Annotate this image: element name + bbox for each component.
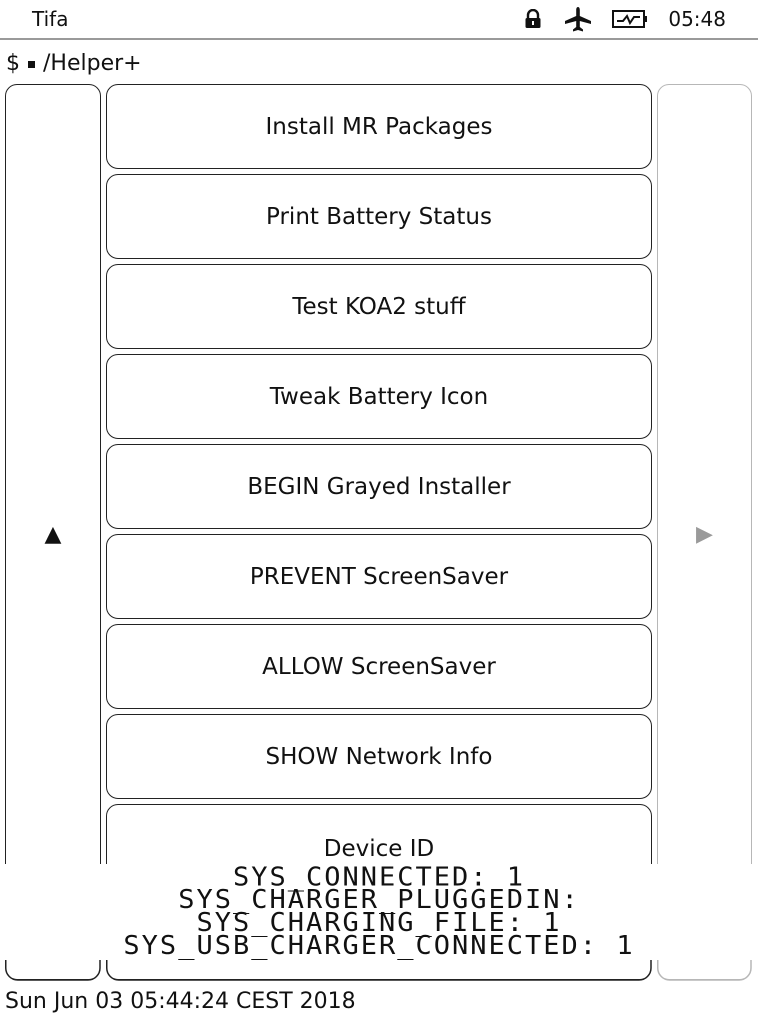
path-current: /Helper+	[43, 51, 142, 76]
menu-item-tweak-battery-icon[interactable]	[106, 354, 652, 439]
overlay-line: SYS_CHARGING_FILE: 1	[196, 908, 562, 938]
overlay-line: SYS_CONNECTED: 1	[232, 862, 526, 893]
path-prefix: $	[6, 51, 20, 76]
overlay-line: SYS_USB_CHARGER_CONNECTED: 1	[123, 931, 635, 961]
right-arrow-icon: ▶	[696, 522, 713, 547]
column-bottom-edges	[0, 960, 758, 984]
overlay-line: SYS_CHARGER_PLUGGEDIN:	[178, 885, 580, 915]
prev-page-button[interactable]	[5, 84, 101, 980]
status-bar	[0, 0, 758, 40]
path-breadcrumb	[6, 50, 142, 78]
next-page-button[interactable]	[657, 84, 752, 980]
status-icons	[524, 5, 726, 33]
menu-item-label: ALLOW ScreenSaver	[262, 653, 496, 680]
path-separator-icon	[28, 61, 35, 68]
menu-item-test-koa2-stuff[interactable]	[106, 264, 652, 349]
menu-item-begin-grayed-installer[interactable]	[106, 444, 652, 529]
menu-item-label: BEGIN Grayed Installer	[247, 473, 511, 500]
up-arrow-icon: ▲	[44, 522, 62, 547]
lock-icon	[524, 9, 542, 29]
overlay-text	[0, 862, 758, 961]
menu-item-label: Tweak Battery Icon	[269, 383, 489, 410]
menu-item-print-battery-status[interactable]	[106, 174, 652, 259]
menu-item-label: SHOW Network Info	[265, 743, 493, 770]
device-name: Tifa	[32, 7, 69, 31]
menu-item-label: PREVENT ScreenSaver	[249, 563, 509, 590]
menu-item-label: Print Battery Status	[266, 203, 492, 230]
battery-charging-icon	[612, 9, 648, 29]
footer-date: Sun Jun 03 05:44:24 CEST 2018	[5, 989, 356, 1014]
airplane-icon	[564, 6, 592, 32]
menu-item-label: Test KOA2 stuff	[292, 293, 466, 320]
menu-item-allow-screensaver[interactable]	[106, 624, 652, 709]
menu-item-install-mr-packages[interactable]	[106, 84, 652, 169]
menu-item-label: Install MR Packages	[265, 113, 493, 140]
menu-item-show-network-info[interactable]	[106, 714, 652, 799]
clock: 05:48	[668, 7, 726, 31]
menu-item-label: Device ID	[323, 836, 435, 862]
menu-item-prevent-screensaver[interactable]	[106, 534, 652, 619]
